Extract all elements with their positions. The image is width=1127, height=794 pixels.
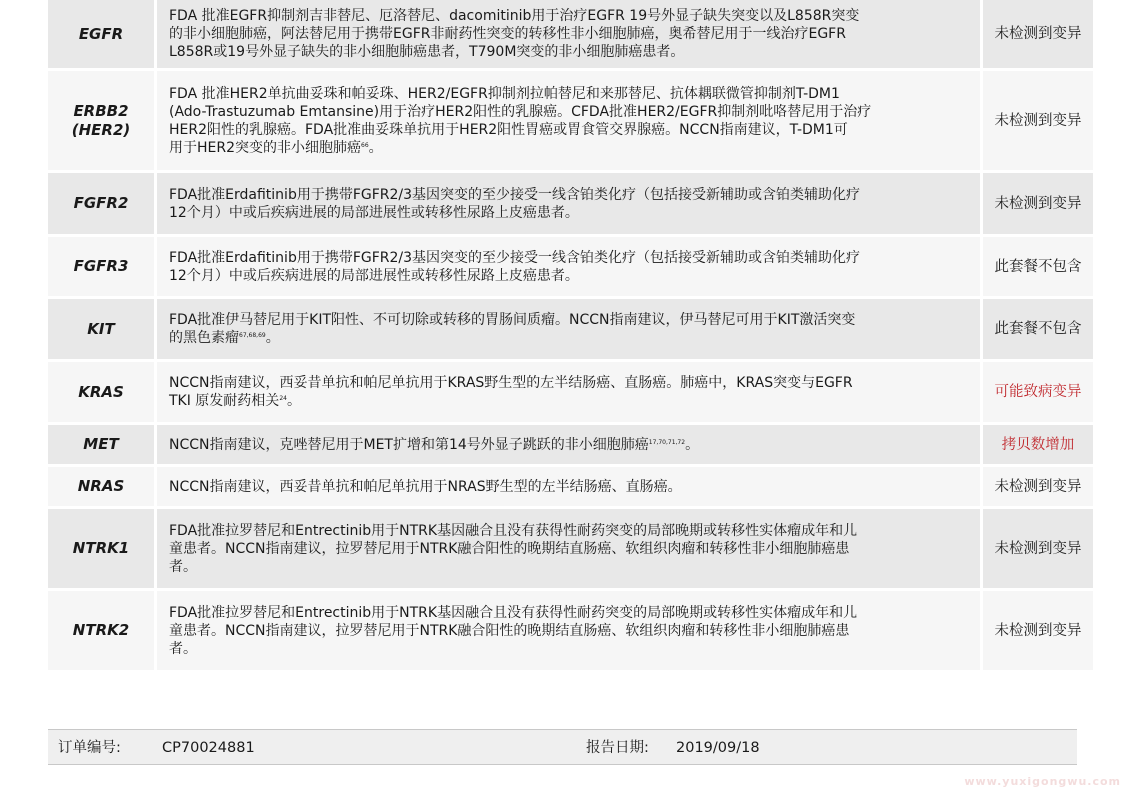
description-line: FDA批准Erdafitinib用于携带FGFR2/3基因突变的至少接受一线含铂类化疗（包括接受新辅助或含铂类辅助化疗 [169, 186, 861, 203]
gene-name [48, 71, 157, 173]
sentence-end: 。 [265, 330, 280, 346]
description-line: 童患者。NCCN指南建议，拉罗替尼用于NTRK融合阳性的晚期结直肠癌、软组织肉瘤和转移性非小细胞肺癌患 [169, 540, 850, 557]
gene-name: EGFR [48, 0, 157, 71]
detection-result: 未检测到变异 [983, 509, 1093, 591]
report-date-value: 2019/09/18 [676, 740, 760, 756]
description-line: NCCN指南建议，克唑替尼用于MET扩增和第14号外显子跳跃的非小细胞肺癌 [169, 436, 649, 453]
drug-description [157, 591, 983, 673]
detection-result: 此套餐不包含 [983, 299, 1093, 362]
description-line: 12个月）中或后疾病进展的局部进展性或转移性尿路上皮癌患者。 [169, 204, 579, 221]
order-number-value: CP70024881 [162, 740, 255, 756]
gene-name: KRAS [48, 362, 157, 425]
description-line: FDA 批准EGFR抑制剂吉非替尼、厄洛替尼、dacomitinib用于治疗EGFR 19号外显子缺失突变以及L858R突变 [169, 8, 860, 24]
description-line: TKI 原发耐药相关 [169, 393, 280, 409]
drug-description [157, 71, 983, 173]
description-line: 的非小细胞肺癌，阿法替尼用于携带EGFR非耐药性突变的转移性非小细胞肺癌，奥希替尼用于一线治疗EGFR [169, 26, 846, 42]
drug-description [157, 299, 983, 362]
report-footer [48, 729, 1077, 765]
detection-result: 此套餐不包含 [983, 237, 1093, 299]
detection-result: 未检测到变异 [983, 467, 1093, 509]
gene-name: MET [48, 425, 157, 467]
drug-gene-table [48, 0, 1093, 673]
reference-superscript: 24 [279, 395, 287, 402]
drug-description [157, 237, 983, 299]
drug-description [157, 425, 983, 467]
gene-name-text: ERBB2 (HER2) [71, 101, 131, 139]
drug-description [157, 362, 983, 425]
site-watermark: www.yuxigongwu.com [964, 775, 1121, 788]
description-line: FDA批准拉罗替尼和Entrectinib用于NTRK基因融合且没有获得性耐药突变的局部晚期或转移性实体瘤成年和儿 [169, 604, 858, 621]
description-line: FDA批准Erdafitinib用于携带FGFR2/3基因突变的至少接受一线含铂类化疗（包括接受新辅助或含铂类辅助化疗 [169, 249, 861, 266]
gene-name: KIT [48, 299, 157, 362]
table-row [48, 237, 1093, 299]
sentence-end: 。 [685, 436, 700, 453]
drug-description [157, 509, 983, 591]
detection-result: 未检测到变异 [983, 591, 1093, 673]
gene-name: NTRK2 [48, 591, 157, 673]
table-row [48, 0, 1093, 71]
description-line: NCCN指南建议，西妥昔单抗和帕尼单抗用于KRAS野生型的左半结肠癌、直肠癌。肺癌中，KRAS突变与EGFR [169, 375, 853, 391]
description-line: 12个月）中或后疾病进展的局部进展性或转移性尿路上皮癌患者。 [169, 267, 579, 284]
drug-description [157, 173, 983, 237]
table-row [48, 591, 1093, 673]
description-line: HER2阳性的乳腺癌。FDA批准曲妥珠单抗用于HER2阳性胃癌或胃食管交界腺癌。NCCN指南建议，T-DM1可 [169, 121, 848, 138]
sentence-end: 。 [368, 139, 383, 156]
gene-name: NTRK1 [48, 509, 157, 591]
table-row [48, 509, 1093, 591]
gene-name: NRAS [48, 467, 157, 509]
reference-superscript: 66 [361, 141, 369, 149]
description-line: 者。 [169, 640, 197, 657]
gene-name: FGFR3 [48, 237, 157, 299]
description-line: (Ado-Trastuzumab Emtansine)用于治疗HER2阳性的乳腺癌。CFDA批准HER2/EGFR抑制剂吡咯替尼用于治疗 [169, 103, 872, 120]
description-line: L858R或19号外显子缺失的非小细胞肺癌患者，T790M突变的非小细胞肺癌患者。 [169, 44, 685, 60]
detection-result: 拷贝数增加 [983, 425, 1093, 467]
description-line: 童患者。NCCN指南建议，拉罗替尼用于NTRK融合阳性的晚期结直肠癌、软组织肉瘤和转移性非小细胞肺癌患 [169, 622, 850, 639]
order-number-label: 订单编号: [58, 740, 121, 756]
description-line: NCCN指南建议，西妥昔单抗和帕尼单抗用于NRAS野生型的左半结肠癌、直肠癌。 [169, 478, 682, 495]
reference-superscript: 17,70,71,72 [648, 438, 686, 446]
description-line: 用于HER2突变的非小细胞肺癌 [169, 139, 362, 156]
table-row [48, 173, 1093, 237]
detection-result: 未检测到变异 [983, 173, 1093, 237]
drug-description [157, 0, 983, 71]
table-row [48, 467, 1093, 509]
reference-superscript: 67,68,69 [239, 332, 266, 339]
table-row [48, 299, 1093, 362]
description-line: FDA批准拉罗替尼和Entrectinib用于NTRK基因融合且没有获得性耐药突变的局部晚期或转移性实体瘤成年和儿 [169, 522, 858, 539]
table-row [48, 425, 1093, 467]
detection-result: 未检测到变异 [983, 0, 1093, 71]
description-line: FDA批准伊马替尼用于KIT阳性、不可切除或转移的胃肠间质瘤。NCCN指南建议，伊马替尼可用于KIT激活突变 [169, 312, 856, 328]
detection-result: 可能致病变异 [983, 362, 1093, 425]
drug-description [157, 467, 983, 509]
detection-result: 未检测到变异 [983, 71, 1093, 173]
sentence-end: 。 [286, 393, 301, 409]
description-line: 的黑色素瘤 [169, 330, 239, 346]
table-row [48, 362, 1093, 425]
report-date-label: 报告日期: [586, 740, 649, 756]
gene-name: FGFR2 [48, 173, 157, 237]
description-line: 者。 [169, 558, 197, 575]
description-line: FDA 批准HER2单抗曲妥珠和帕妥珠、HER2/EGFR抑制剂拉帕替尼和来那替尼、抗体耦联微管抑制剂T-DM1 [169, 85, 840, 102]
table-row [48, 71, 1093, 173]
